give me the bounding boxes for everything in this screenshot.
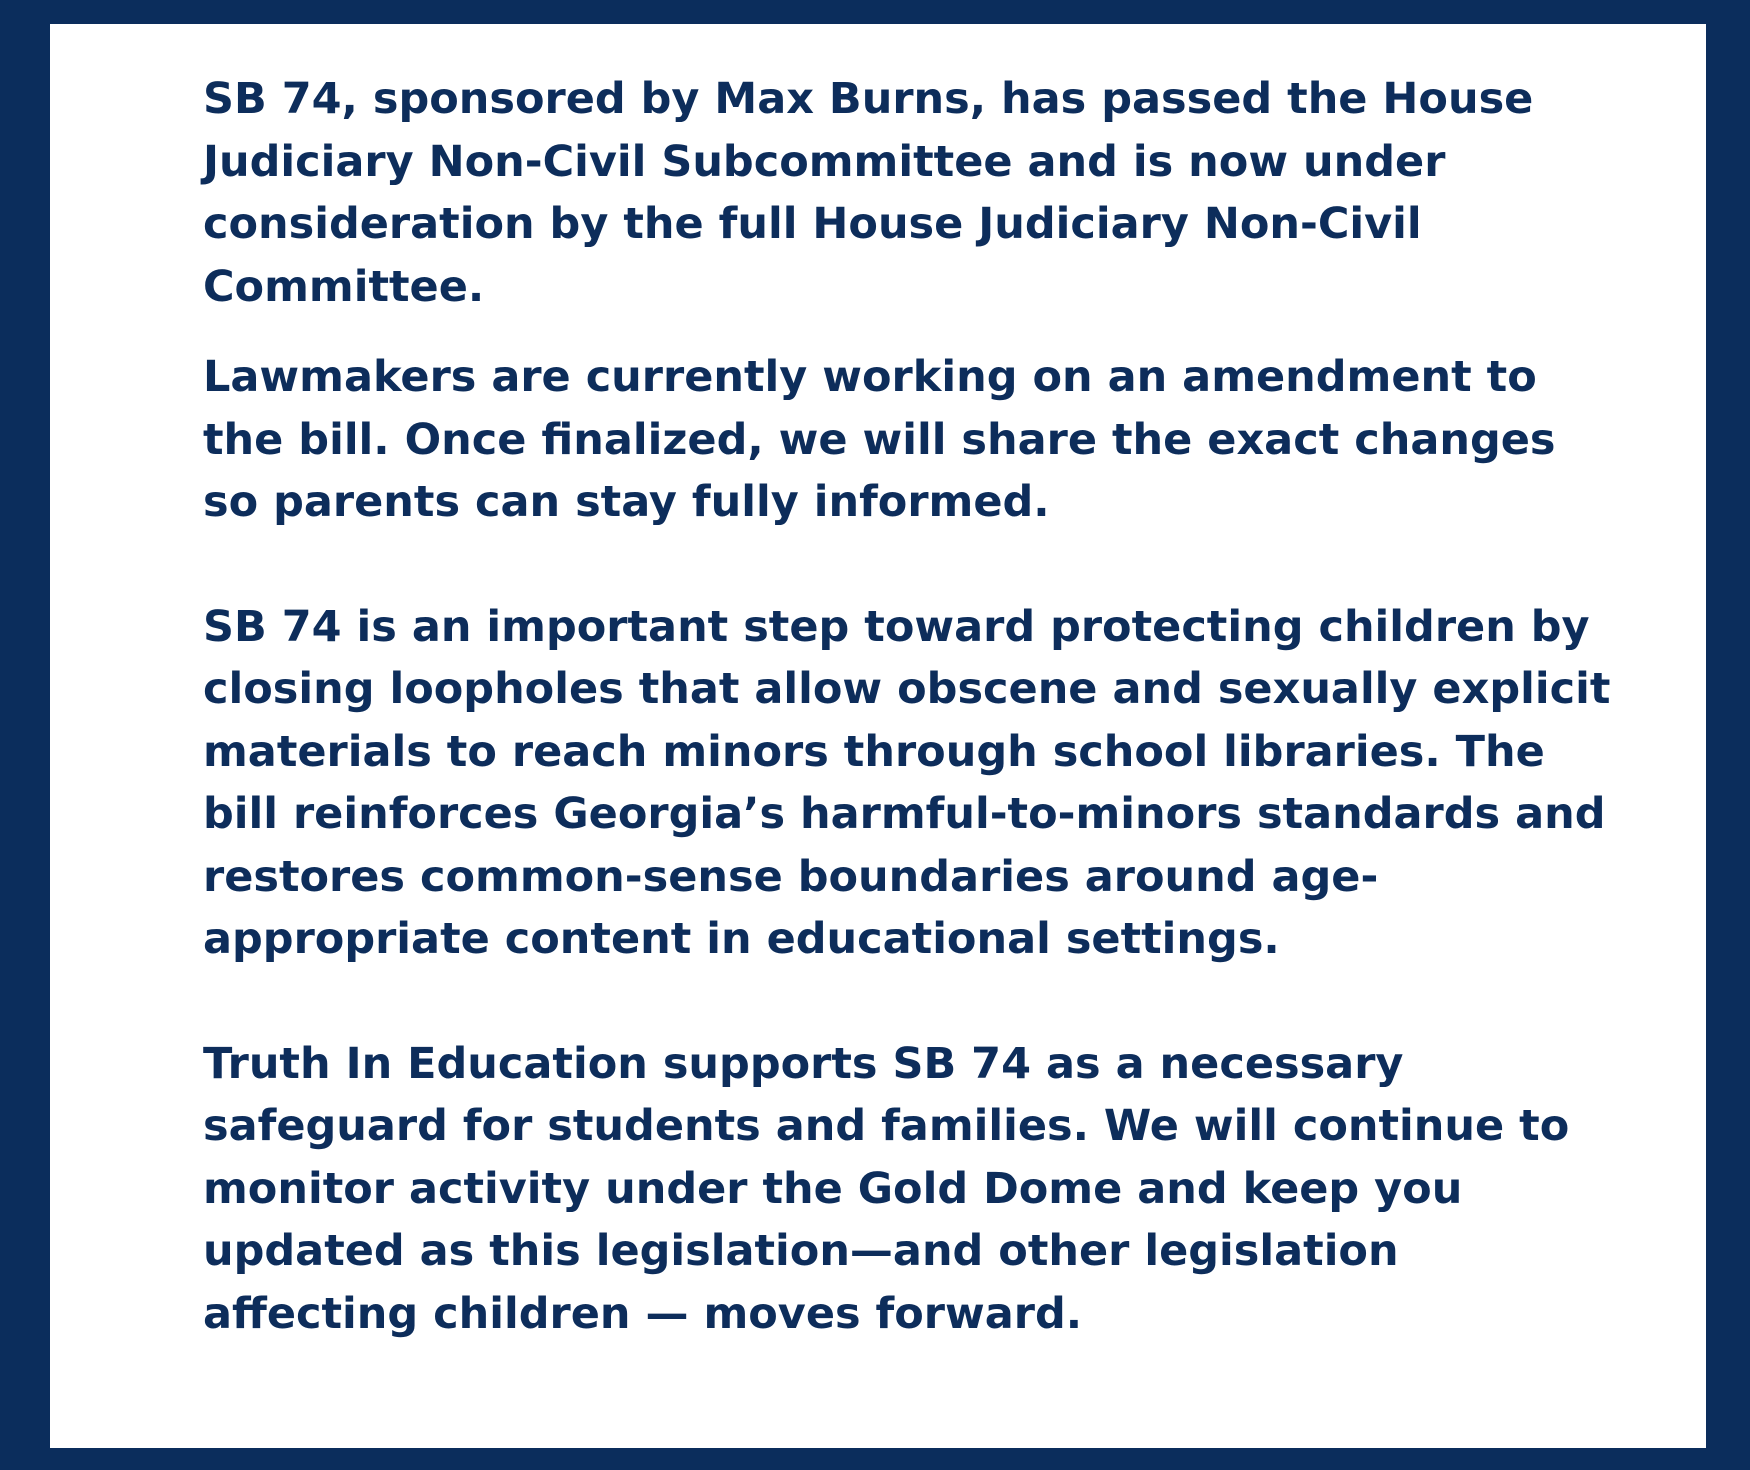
update-text	[203, 68, 1623, 1345]
paragraph-status: SB 74, sponsored by Max Burns, has passed the House Judiciary Non-Civil Subcommittee and is now under consideration by the full House Judiciary Non-Civil Committee.	[203, 74, 1534, 312]
paragraph-support: Truth In Education supports SB 74 as a necessary safeguard for students and families. We will continue to monitor activity under the Gold Dome and keep you updated as this legislation—and other legislation affecting children — moves forward.	[203, 1038, 1570, 1339]
paragraph-purpose: SB 74 is an important step toward protecting children by closing loopholes that allow obscene and sexually explicit materials to reach minors through school libraries. The bill reinforces Georgia’s harmful-to-minors standards and restores common-sense boundaries around age-appropriate content in educational settings.	[203, 601, 1611, 964]
content-panel	[50, 24, 1706, 1448]
paragraph-amendment: Lawmakers are currently working on an amendment to the bill. Once finalized, we will share the exact changes so parents can stay fully informed.	[203, 352, 1556, 527]
